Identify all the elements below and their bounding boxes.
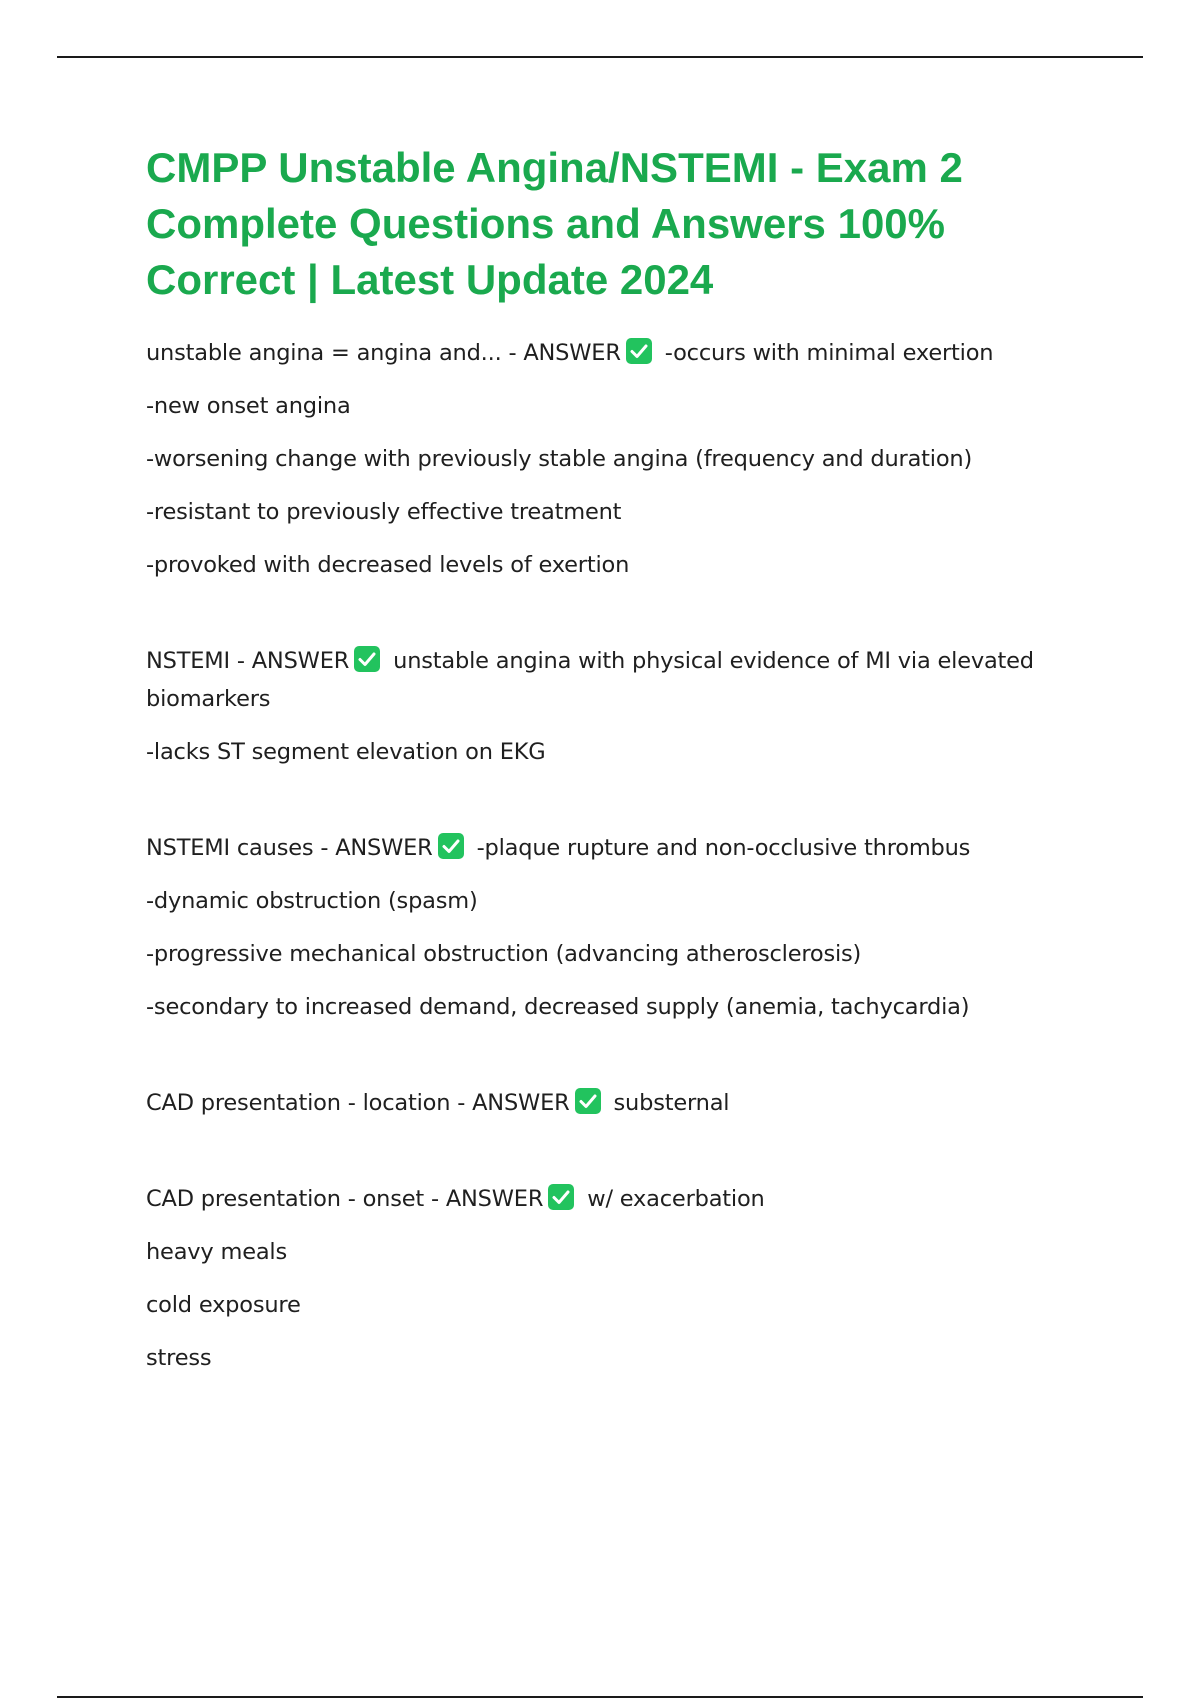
qa-answer-line: -resistant to previously effective treatment bbox=[146, 499, 622, 525]
document-title: CMPP Unstable Angina/NSTEMI - Exam 2 Complete Questions and Answers 100% Correct | Latest Update 2024 bbox=[146, 144, 963, 303]
qa-question-line bbox=[146, 1180, 1106, 1218]
qa-answer-line: -worsening change with previously stable angina (frequency and duration) bbox=[146, 446, 973, 472]
qa-answer: w/ exacerbation bbox=[587, 1186, 765, 1212]
check-mark-button-icon bbox=[547, 1183, 575, 1211]
qa-answer: substernal bbox=[613, 1090, 730, 1116]
qa-item bbox=[146, 1180, 1106, 1377]
qa-answer: unstable angina with physical evidence of MI via elevated biomarkers bbox=[146, 648, 1034, 712]
qa-item bbox=[146, 334, 1106, 584]
bottom-rule bbox=[57, 1696, 1143, 1698]
qa-answer-line: -provoked with decreased levels of exertion bbox=[146, 552, 630, 578]
check-mark-button-icon bbox=[353, 645, 381, 673]
qa-answer-line: heavy meals bbox=[146, 1239, 287, 1265]
check-mark-button-icon bbox=[437, 832, 465, 860]
qa-answer-line: -lacks ST segment elevation on EKG bbox=[146, 739, 546, 765]
qa-answer-line: -progressive mechanical obstruction (advancing atherosclerosis) bbox=[146, 941, 862, 967]
qa-question: NSTEMI - ANSWER bbox=[146, 648, 350, 674]
qa-item bbox=[146, 829, 1106, 1026]
qa-answer-line: stress bbox=[146, 1345, 212, 1371]
qa-item bbox=[146, 1084, 1106, 1122]
qa-item bbox=[146, 642, 1106, 771]
qa-question: unstable angina = angina and... - ANSWER bbox=[146, 340, 621, 366]
qa-question-line bbox=[146, 334, 1106, 372]
qa-answer: -plaque rupture and non-occlusive thrombus bbox=[476, 835, 971, 861]
check-mark-button-icon bbox=[574, 1087, 602, 1115]
qa-question: CAD presentation - location - ANSWER bbox=[146, 1090, 570, 1116]
qa-question-line bbox=[146, 829, 1106, 867]
qa-answer-line: cold exposure bbox=[146, 1292, 301, 1318]
qa-question-line bbox=[146, 642, 1106, 718]
top-rule bbox=[57, 56, 1143, 58]
document-body bbox=[146, 140, 1106, 1392]
qa-answer: -occurs with minimal exertion bbox=[664, 340, 994, 366]
qa-question-line bbox=[146, 1084, 1106, 1122]
qa-answer-line: -new onset angina bbox=[146, 393, 351, 419]
qa-answer-line: -secondary to increased demand, decreased supply (anemia, tachycardia) bbox=[146, 994, 970, 1020]
check-mark-button-icon bbox=[625, 337, 653, 365]
qa-question: NSTEMI causes - ANSWER bbox=[146, 835, 433, 861]
qa-question: CAD presentation - onset - ANSWER bbox=[146, 1186, 544, 1212]
qa-answer-line: -dynamic obstruction (spasm) bbox=[146, 888, 478, 914]
